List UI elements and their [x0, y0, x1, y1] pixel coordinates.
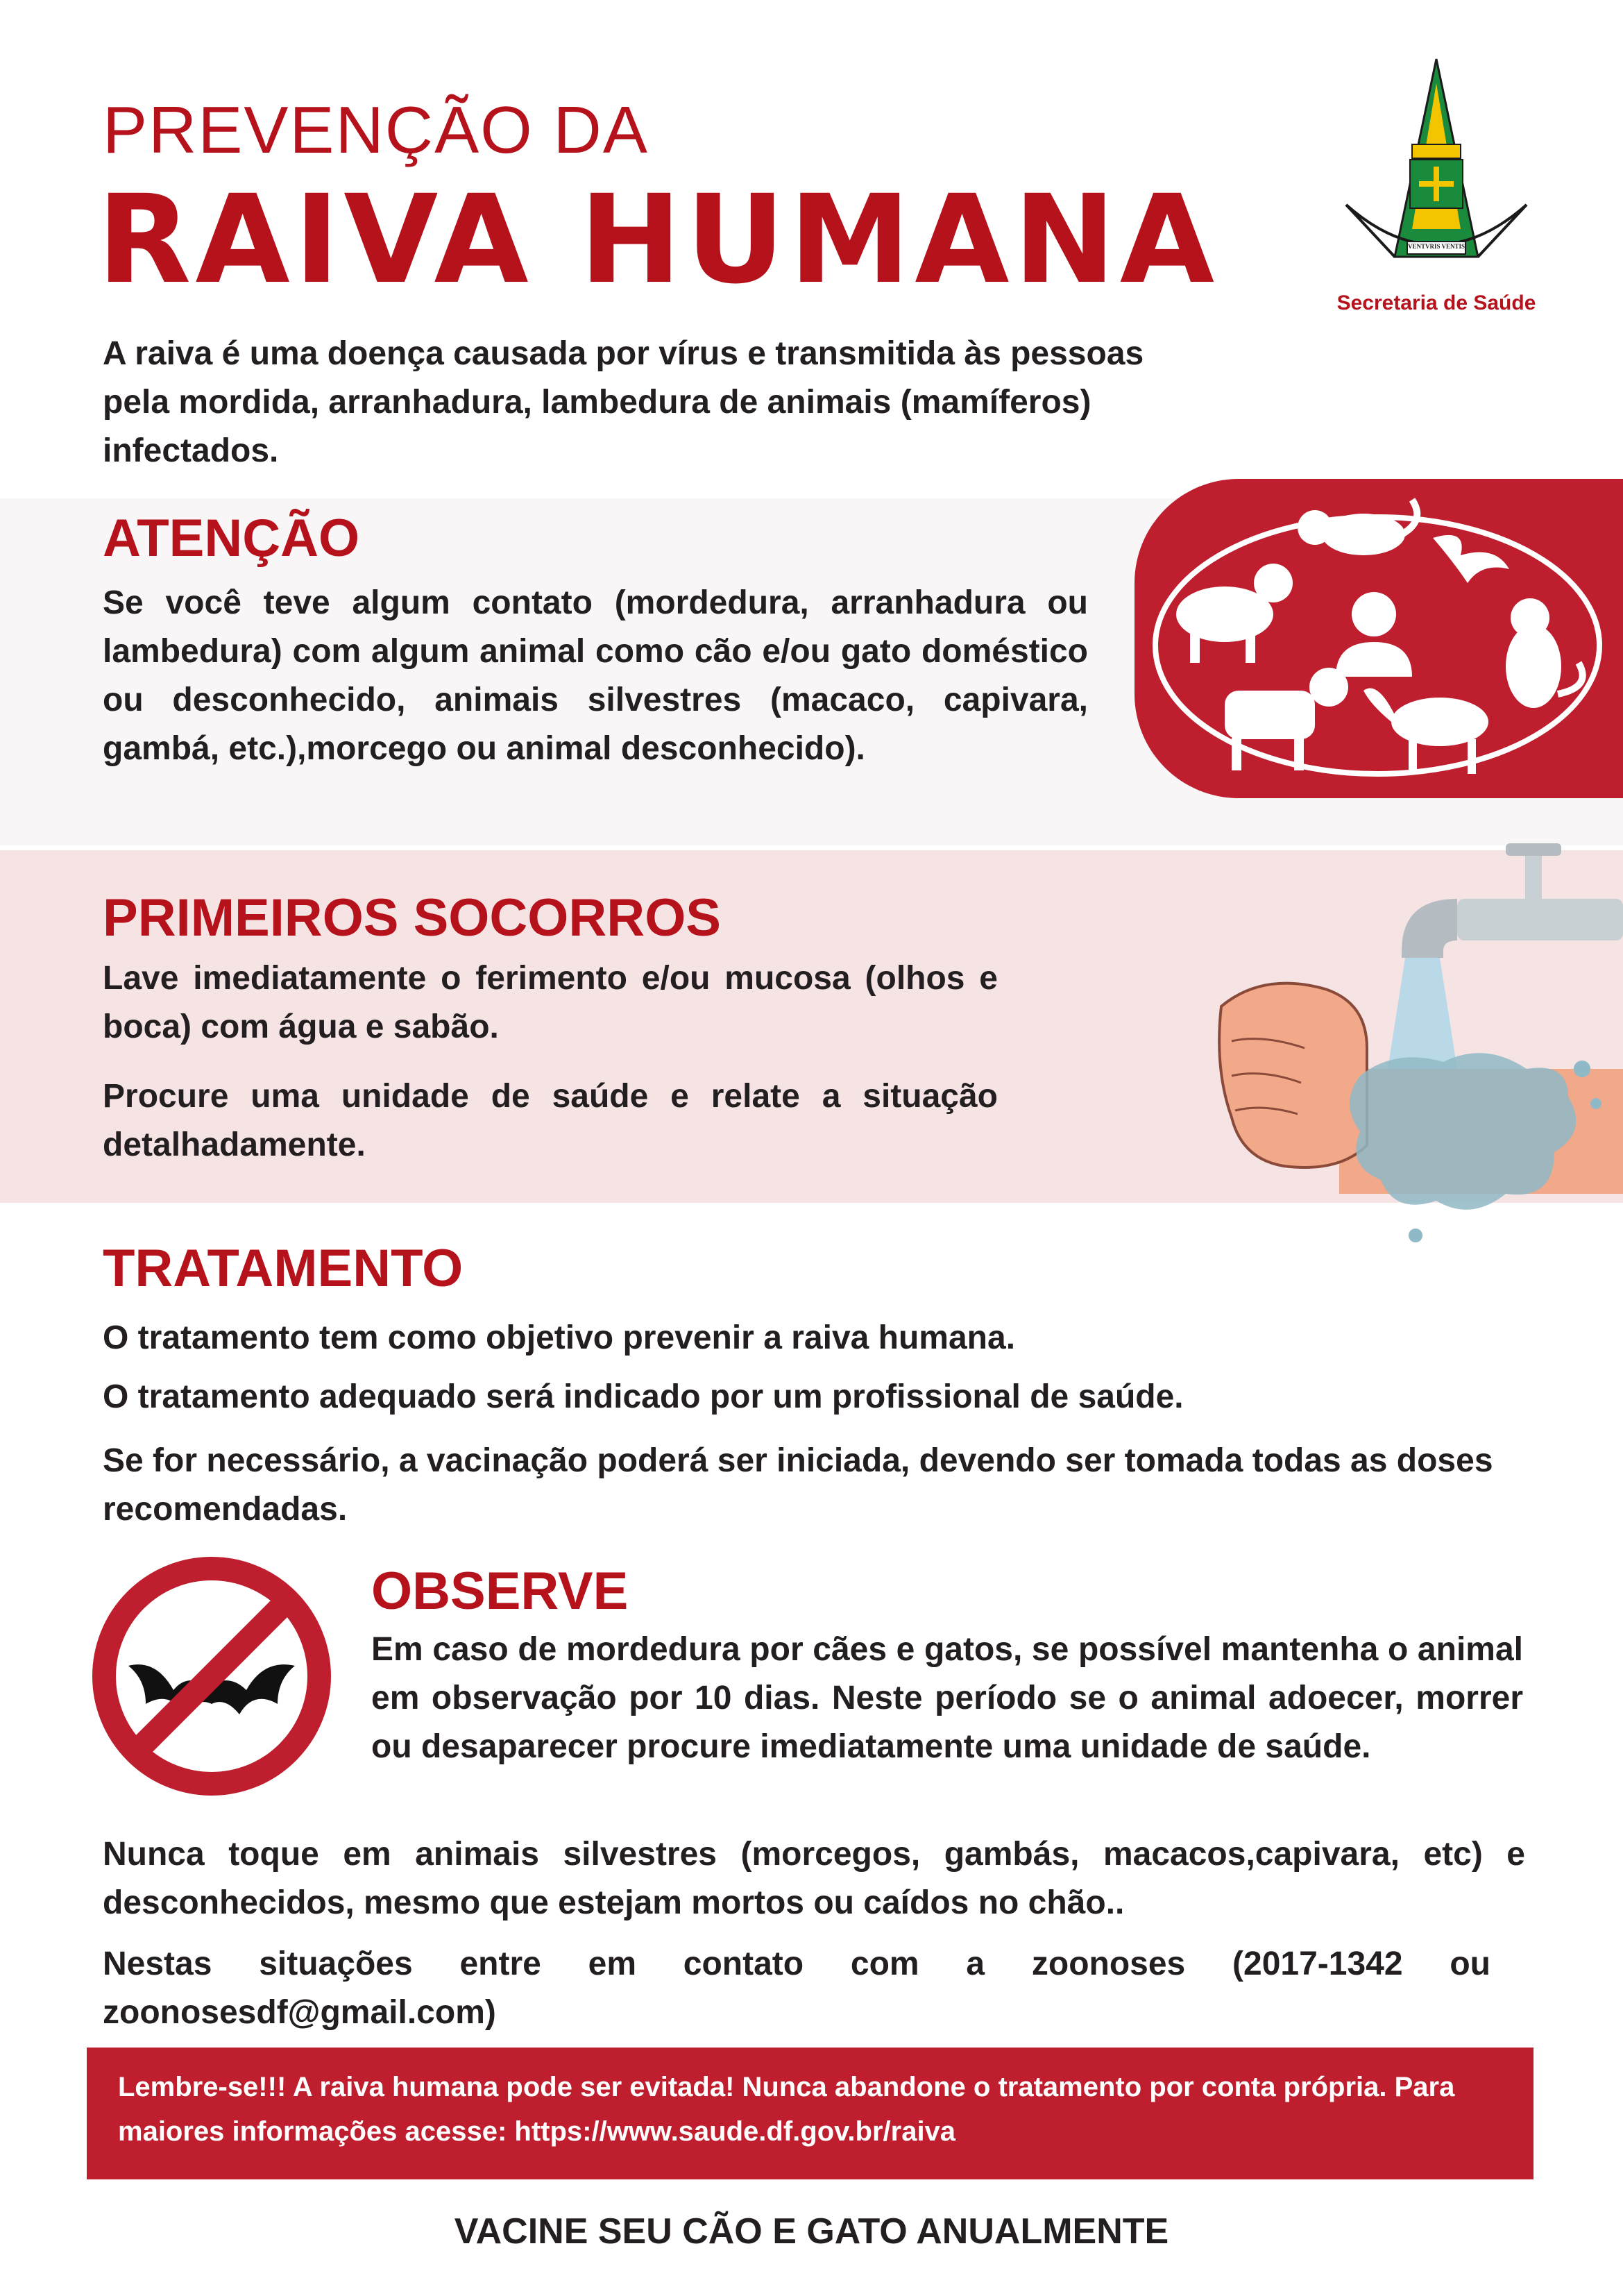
faucet-hand-icon	[1166, 840, 1623, 1256]
secretaria-logo	[1332, 56, 1540, 326]
title-line2: RAIVA HUMANA	[97, 169, 1219, 311]
hand-washing-illustration	[1166, 840, 1623, 1256]
footer-slogan: VACINE SEU CÃO E GATO ANUALMENTE	[454, 2211, 1169, 2252]
animals-cycle-icon	[1135, 479, 1623, 798]
tratamento-line3: Se for necessário, a vacinação poderá ser iniciada, devendo ser tomada todas as doses recomendadas.	[103, 1442, 1493, 1528]
primeiros-socorros-text1: Lave imediatamente o ferimento e/ou mucosa (olhos e boca) com água e sabão.	[103, 960, 998, 1045]
atencao-heading: ATENÇÃO	[103, 509, 360, 568]
observe-text2: Nunca toque em animais silvestres (morcegos, gambás, macacos,capivara, etc) e desconhecidos, mesmo que estejam mortos ou caídos no chão..	[103, 1836, 1525, 1921]
tratamento-heading: TRATAMENTO	[103, 1239, 464, 1298]
primeiros-socorros-heading: PRIMEIROS SOCORROS	[103, 888, 721, 947]
animals-panel	[1135, 479, 1623, 798]
atencao-text: Se você teve algum contato (mordedura, arranhadura ou lambedura) com algum animal como cão e/ou gato doméstico ou desconhecido, animais silvestres (macaco, capivara, gambá, etc.),morcego ou animal desconhecido).	[103, 584, 1088, 767]
no-bat-icon	[90, 1555, 333, 1798]
observe-text1: Em caso de mordedura por cães e gatos, se possível mantenha o animal em observação por 10 dias. Neste período se o animal adoecer, morrer ou desaparecer procure imediatamente uma unidade de saúde.	[371, 1631, 1523, 1765]
logo-motto: VENTVRIS VENTIS	[1407, 243, 1465, 250]
footer-reminder-text: Lembre-se!!! A raiva humana pode ser evitada! Nunca abandone o tratamento por conta própria. Para maiores informações acesse: https://www.saude.df.gov.br/raiva	[118, 2072, 1455, 2147]
primeiros-socorros-text2: Procure uma unidade de saúde e relate a situação detalhadamente.	[103, 1078, 998, 1163]
observe-heading: OBSERVE	[371, 1562, 629, 1621]
tratamento-line1: O tratamento tem como objetivo prevenir a raiva humana.	[103, 1319, 1016, 1356]
logo-caption: Secretaria de Saúde	[1336, 292, 1536, 314]
intro-text: A raiva é uma doença causada por vírus e transmitida às pessoas pela mordida, arranhadura, lambedura de animais (mamíferos) infectados.	[103, 335, 1144, 469]
no-bat-sign	[90, 1555, 333, 1798]
observe-text3: Nestas situações entre em contato com a zoonoses (2017-1342 ou zoonosesdf@gmail.com)	[103, 1945, 1490, 2031]
title-line1: PREVENÇÃO DA	[103, 93, 649, 167]
tratamento-line2: O tratamento adequado será indicado por um profissional de saúde.	[103, 1378, 1184, 1415]
